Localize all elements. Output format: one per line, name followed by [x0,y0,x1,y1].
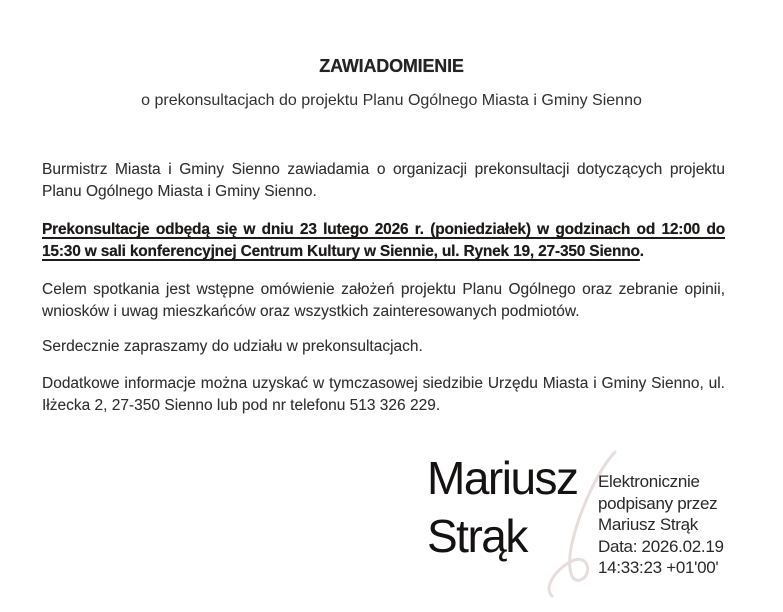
paragraph-meeting-details [42,219,725,263]
paragraph-purpose: Celem spotkania jest wstępne omówienie założeń projektu Planu Ogólnego oraz zebranie opinii, wniosków i uwag mieszkańców oraz wszystkich zainteresowanych podmiotów. [42,281,725,320]
signature-name-line-1: Mariusz [427,452,578,504]
signature-details-line-2: podpisany przez [598,493,718,513]
meeting-details-period: . [639,243,644,260]
paragraph-invitation: Serdecznie zapraszamy do udziału w prekonsultacjach. [42,338,423,355]
digital-signature-name [427,449,578,565]
document-body [42,159,725,417]
paragraph-intro: Burmistrz Miasta i Gminy Sienno zawiadamia o organizacji prekonsultacji dotyczących projektu Planu Ogólnego Miasta i Gminy Sienno. [42,161,725,200]
signature-details-line-1: Elektronicznie [598,472,700,491]
signature-details-line-5: 14:33:23 +01'00' [598,558,719,577]
signature-details-line-3: Mariusz Strąk [598,515,699,534]
meeting-details-underlined-text: Prekonsultacje odbędą się w dniu 23 lutego 2026 r. (poniedziałek) w godzinach od 12:00 do 15:30 w sali konferencyjnej Centrum Kultury w Siennie, ul. Rynek 19, 27-350 Sienno [42,221,725,260]
signature-name-line-2: Strąk [427,510,527,562]
digital-signature-details [598,471,724,579]
document-subtitle: o prekonsultacjach do projektu Planu Ogólnego Miasta i Gminy Sienno [141,92,642,109]
signature-details-line-4: Data: 2026.02.19 [598,536,724,556]
paragraph-contact-info: Dodatkowe informacje można uzyskać w tymczasowej siedzibie Urzędu Miasta i Gminy Sienno, ul. Iłżecka 2, 27-350 Sienno lub pod nr telefonu 513 326 229. [42,375,725,414]
document-title: ZAWIADOMIENIE [319,56,464,76]
